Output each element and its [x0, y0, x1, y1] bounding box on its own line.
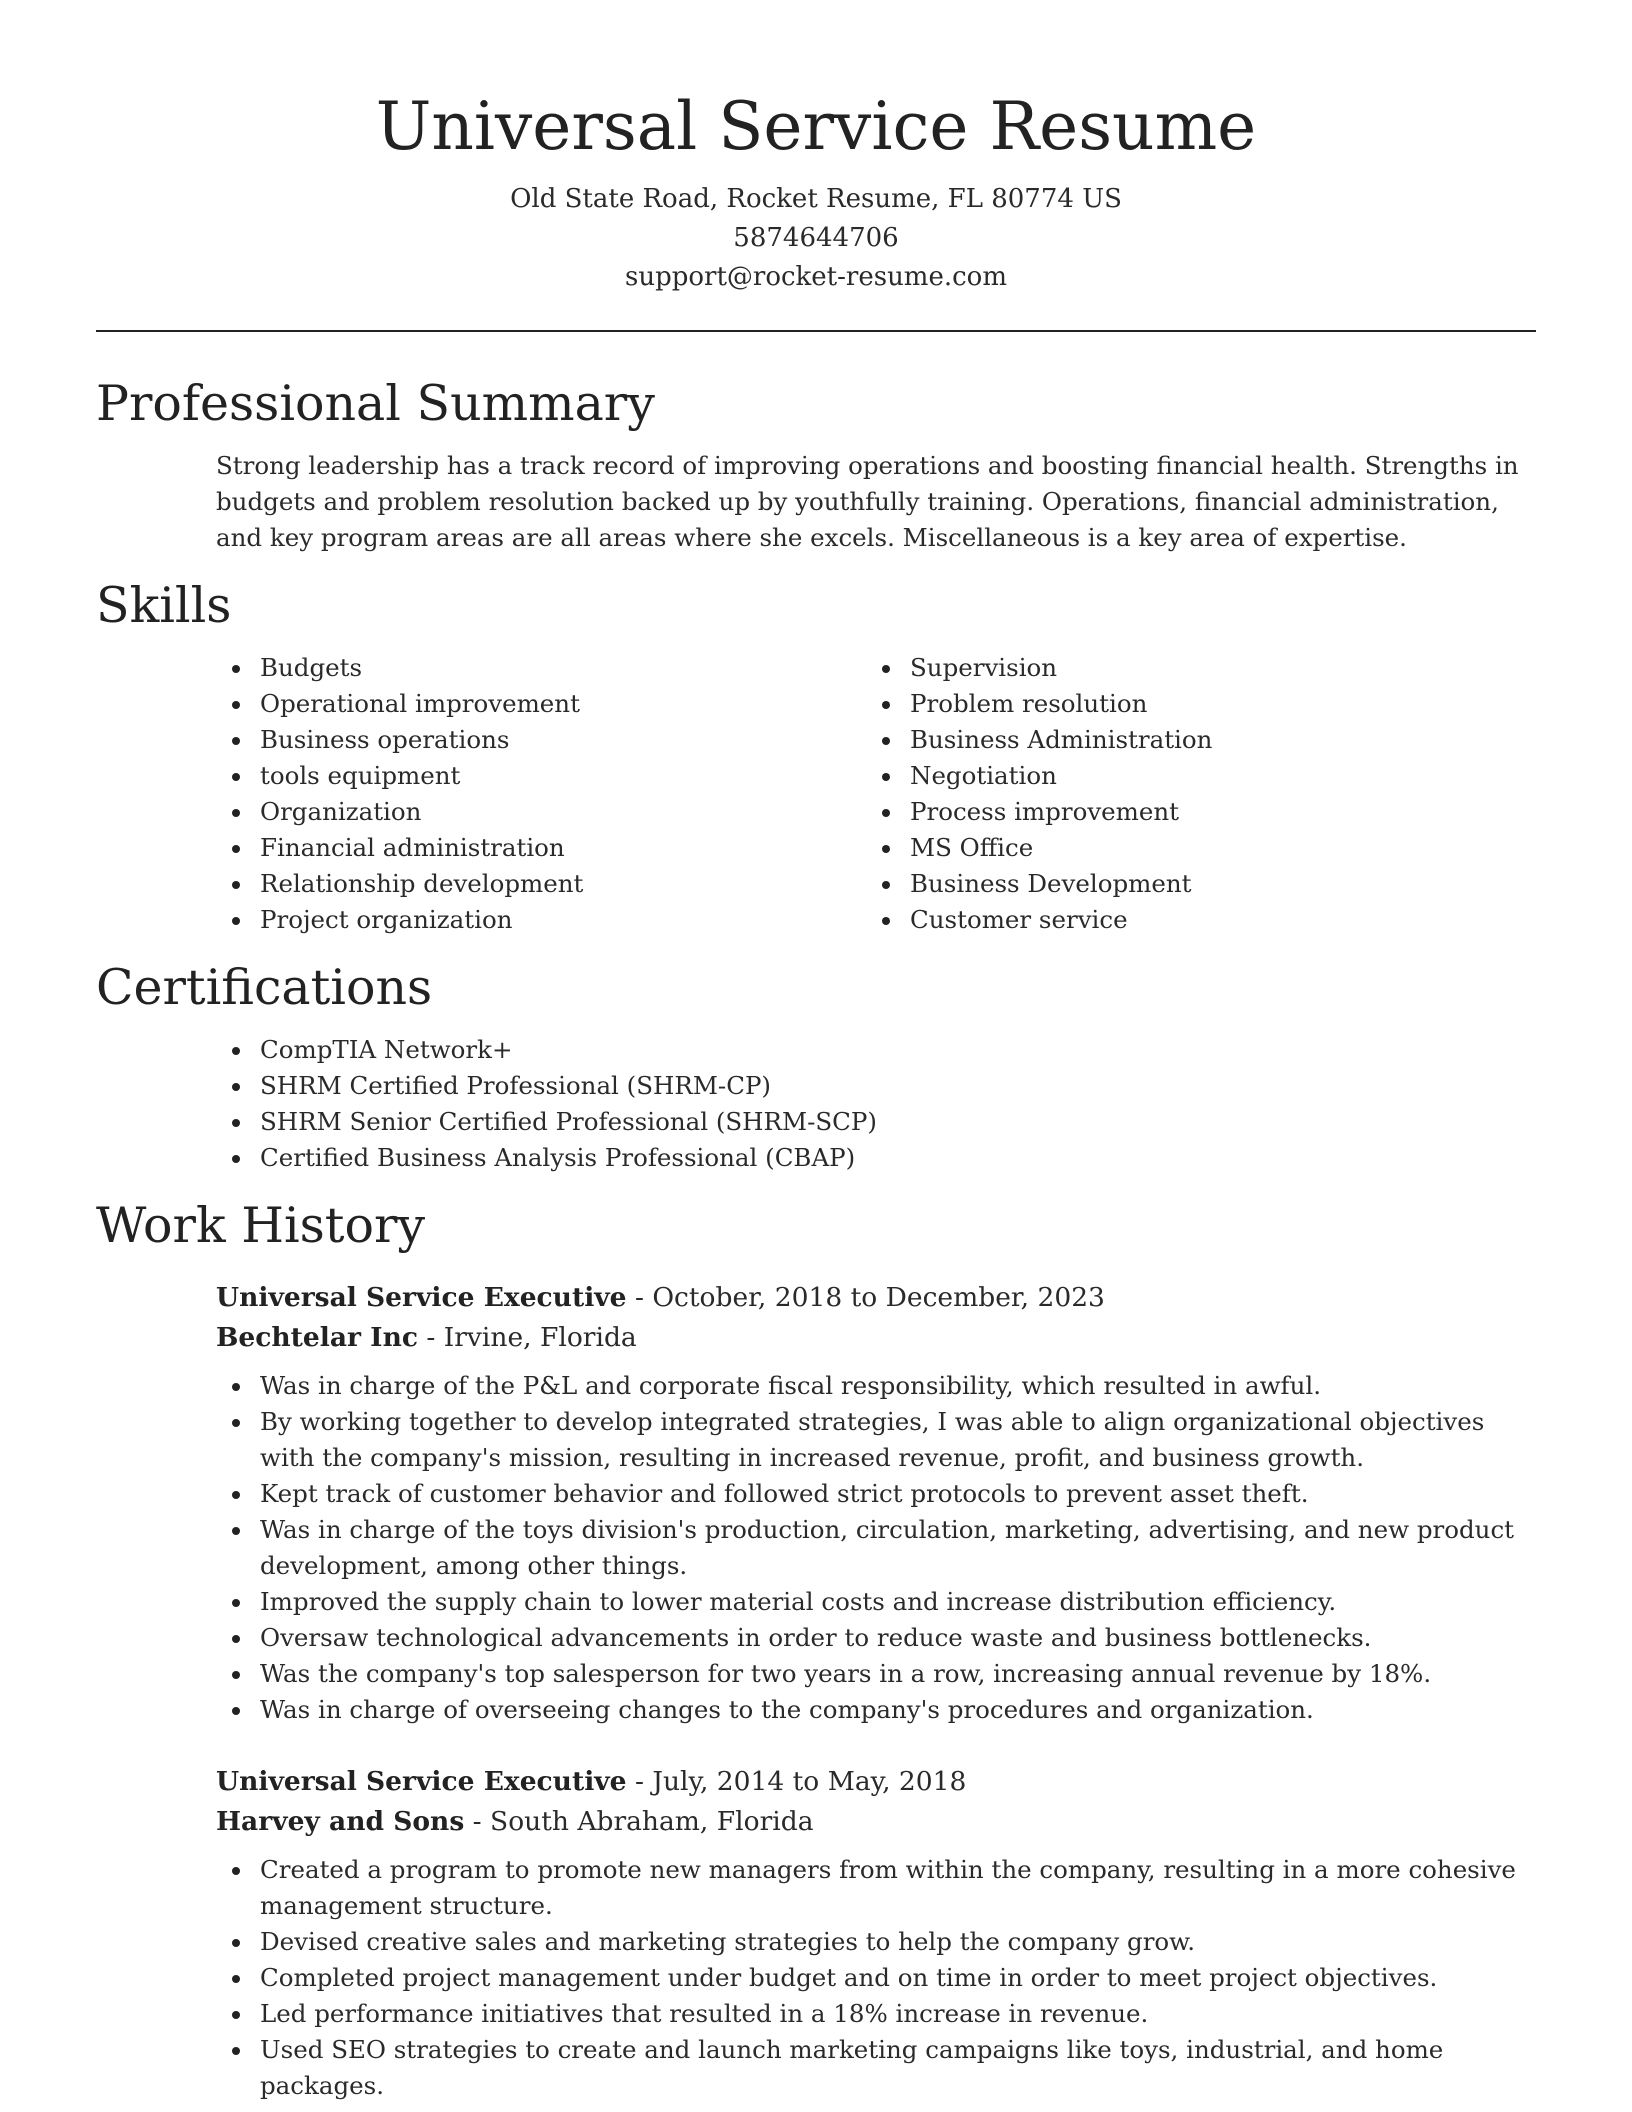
contact-address: Old State Road, Rocket Resume, FL 80774 US: [510, 184, 1122, 214]
job-bullet: Was in charge of overseeing changes to the company's procedures and organization.: [96, 1692, 1536, 1728]
skill-item: tools equipment: [96, 758, 746, 794]
skill-item: Business operations: [96, 722, 746, 758]
job-bullet: Kept track of customer behavior and followed strict protocols to prevent asset theft.: [96, 1476, 1536, 1512]
job-company-line: [216, 1802, 1536, 1842]
skill-item: Process improvement: [746, 794, 1396, 830]
job-entry: [216, 1762, 1536, 2104]
skills-column-2: [746, 650, 1396, 938]
contact-info: [96, 180, 1536, 297]
job-dates: - July, 2014 to May, 2018: [626, 1766, 967, 1797]
skill-item: Organization: [96, 794, 746, 830]
job-bullet: Led performance initiatives that resulted in a 18% increase in revenue.: [96, 1996, 1536, 2032]
summary-heading: Professional Summary: [96, 375, 655, 432]
job-company: Bechtelar Inc: [216, 1322, 418, 1353]
work-history-list: [96, 1278, 1536, 2104]
summary-text: Strong leadership has a track record of improving operations and boosting financial health. Strengths in budgets and problem resolution backed up by youthfully training. Operations, financial administration, and key program areas are all areas where she excels. Miscellaneous is a key area of expertise.: [216, 451, 1519, 552]
certification-item: SHRM Certified Professional (SHRM-CP): [96, 1068, 1536, 1104]
job-bullets: [96, 1852, 1536, 2104]
job-title: Universal Service Executive: [216, 1282, 627, 1313]
job-title-line: [216, 1278, 1536, 1318]
skill-item: Supervision: [746, 650, 1396, 686]
job-bullet: Was in charge of the P&L and corporate fiscal responsibility, which resulted in awful.: [96, 1368, 1536, 1404]
skill-item: Project organization: [96, 902, 746, 938]
job-company-line: [216, 1318, 1536, 1358]
job-entry: [216, 1278, 1536, 1728]
skills-heading: Skills: [96, 577, 232, 634]
skill-item: Budgets: [96, 650, 746, 686]
skill-item: Operational improvement: [96, 686, 746, 722]
skill-item: Problem resolution: [746, 686, 1396, 722]
job-location: - Irvine, Florida: [418, 1322, 637, 1353]
skill-item: Relationship development: [96, 866, 746, 902]
job-title: Universal Service Executive: [216, 1766, 627, 1797]
skill-item: Business Development: [746, 866, 1396, 902]
resume-header: [96, 0, 1536, 297]
certification-item: Certified Business Analysis Professional (CBAP): [96, 1140, 1536, 1176]
job-dates: - October, 2018 to December, 2023: [626, 1282, 1105, 1313]
contact-phone: 5874644706: [733, 223, 899, 253]
skills-list: [96, 650, 1536, 938]
job-bullet: By working together to develop integrated strategies, I was able to align organizational objectives with the company's mission, resulting in increased revenue, profit, and business growth.: [96, 1404, 1536, 1476]
job-bullet: Was in charge of the toys division's production, circulation, marketing, advertising, and new product development, among other things.: [96, 1512, 1536, 1584]
job-bullet: Oversaw technological advancements in order to reduce waste and business bottlenecks.: [96, 1620, 1536, 1656]
certification-item: SHRM Senior Certified Professional (SHRM-SCP): [96, 1104, 1536, 1140]
job-bullet: Completed project management under budget and on time in order to meet project objectives.: [96, 1960, 1536, 1996]
job-bullets: [96, 1368, 1536, 1728]
skill-item: Customer service: [746, 902, 1396, 938]
skill-item: MS Office: [746, 830, 1396, 866]
job-bullet: Used SEO strategies to create and launch marketing campaigns like toys, industrial, and home packages.: [96, 2032, 1536, 2104]
job-bullet: Was the company's top salesperson for two years in a row, increasing annual revenue by 18%.: [96, 1656, 1536, 1692]
job-bullet: Created a program to promote new managers from within the company, resulting in a more cohesive management structure.: [96, 1852, 1536, 1924]
certification-item: CompTIA Network+: [96, 1032, 1536, 1068]
resume-page: [96, 0, 1536, 2104]
work-history-heading: Work History: [96, 1197, 426, 1254]
skills-column-1: [96, 650, 746, 938]
job-company: Harvey and Sons: [216, 1806, 465, 1837]
job-bullet: Devised creative sales and marketing strategies to help the company grow.: [96, 1924, 1536, 1960]
skill-item: Financial administration: [96, 830, 746, 866]
job-bullet: Improved the supply chain to lower material costs and increase distribution efficiency.: [96, 1584, 1536, 1620]
certifications-list: [96, 1032, 1536, 1176]
job-location: - South Abraham, Florida: [464, 1806, 814, 1837]
skill-item: Business Administration: [746, 722, 1396, 758]
job-title-line: [216, 1762, 1536, 1802]
resume-name: Universal Service Resume: [375, 88, 1257, 165]
skill-item: Negotiation: [746, 758, 1396, 794]
header-divider: [96, 330, 1536, 332]
contact-email: support@rocket-resume.com: [624, 262, 1007, 292]
certifications-heading: Certifications: [96, 959, 433, 1016]
